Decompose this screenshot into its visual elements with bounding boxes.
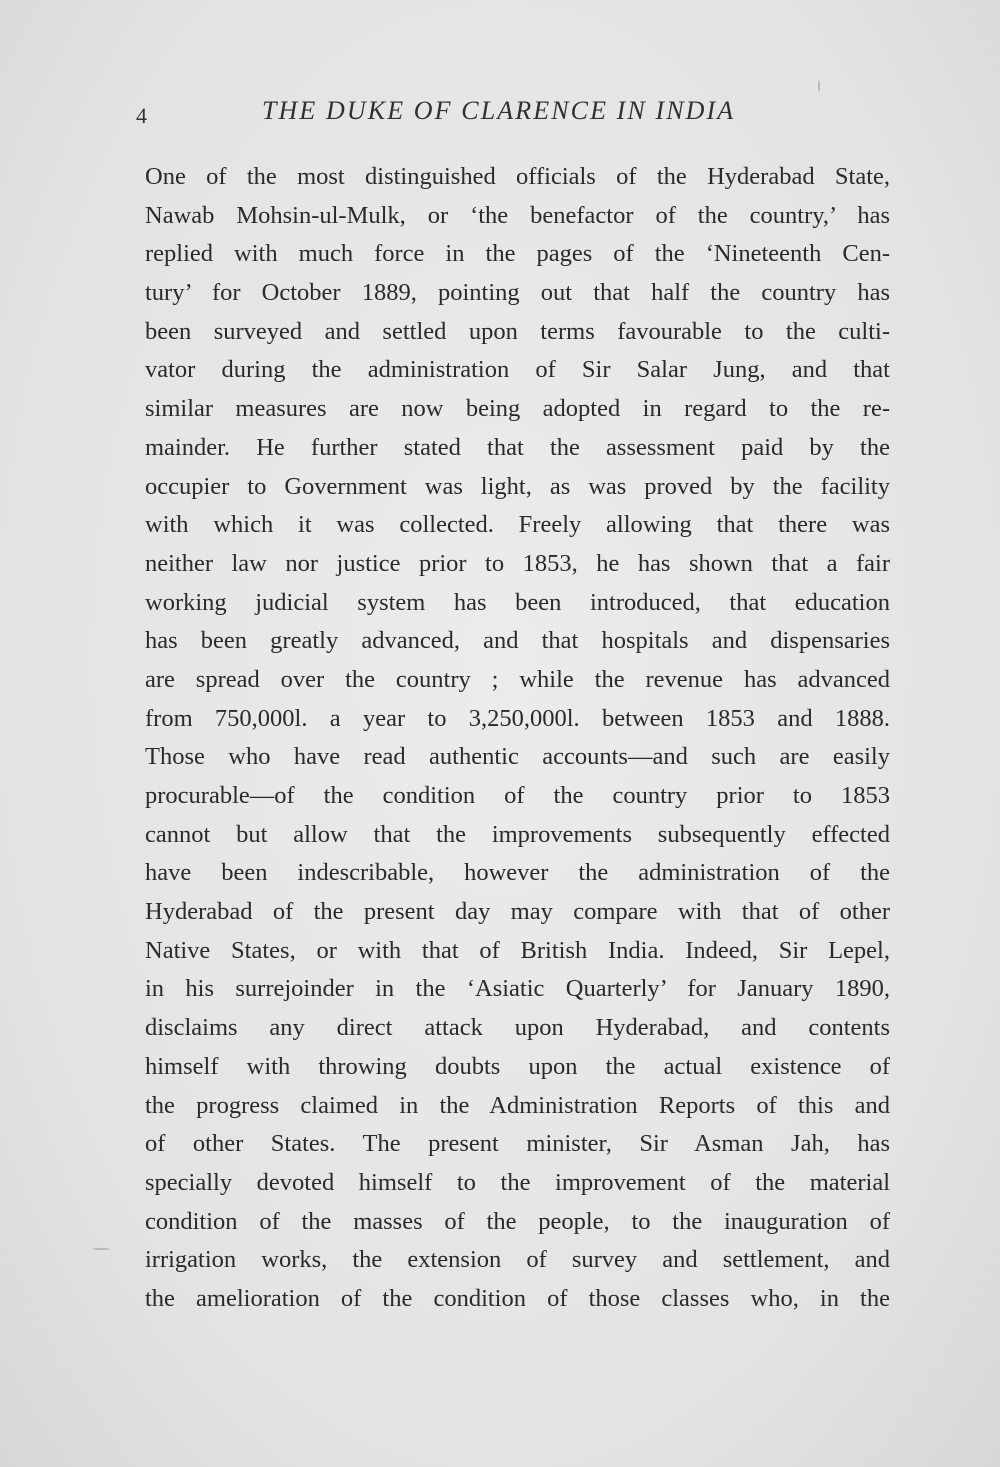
text-line: are spread over the country ; while the revenue has advanced — [145, 665, 890, 693]
text-line: of other States. The present minister, Sir Asman Jah, has — [145, 1130, 890, 1158]
text-line: One of the most distinguished officials of the Hyderabad State, — [145, 163, 890, 190]
text-line: replied with much force in the pages of the ‘Nineteenth Cen- — [145, 240, 890, 268]
text-line: working judicial system has been introduced, that education — [145, 588, 890, 616]
text-line: the amelioration of the condition of those classes who, in the — [145, 1284, 890, 1312]
text-line: occupier to Government was light, as was proved by the facility — [145, 472, 890, 500]
text-line: specially devoted himself to the improvement of the material — [145, 1168, 890, 1196]
text-line: disclaims any direct attack upon Hyderabad, and contents — [145, 1014, 890, 1042]
text-line: tury’ for October 1889, pointing out that half the country has — [145, 279, 890, 307]
running-head: THE DUKE OF CLARENCE IN INDIA — [262, 96, 736, 125]
text-line: Hyderabad of the present day may compare with that of other — [145, 898, 890, 926]
text-line: the progress claimed in the Administration Reports of this and — [145, 1091, 890, 1119]
text-line: from 750,000l. a year to 3,250,000l. between 1853 and 1888. — [145, 704, 890, 732]
text-line: similar measures are now being adopted in regard to the re- — [145, 395, 890, 423]
text-line: vator during the administration of Sir Salar Jung, and that — [145, 356, 890, 384]
text-line: irrigation works, the extension of survey and settlement, and — [145, 1246, 890, 1274]
text-line: neither law nor justice prior to 1853, he has shown that a fair — [145, 549, 890, 577]
paper-speck — [818, 80, 820, 92]
text-line: condition of the masses of the people, to the inauguration of — [145, 1207, 890, 1235]
text-line: Nawab Mohsin-ul-Mulk, or ‘the benefactor of the country,’ has — [145, 201, 890, 229]
text-line: procurable—of the condition of the country prior to 1853 — [145, 782, 890, 809]
text-line: himself with throwing doubts upon the actual existence of — [145, 1052, 890, 1080]
page-number: 4 — [136, 103, 147, 128]
text-line: cannot but allow that the improvements subsequently effected — [145, 820, 890, 848]
text-line: mainder. He further stated that the assessment paid by the — [145, 433, 890, 461]
paper-speck — [92, 1248, 110, 1250]
text-line: Native States, or with that of British India. Indeed, Sir Lepel, — [145, 936, 890, 964]
text-line: been surveyed and settled upon terms favourable to the culti- — [145, 317, 890, 345]
text-line: with which it was collected. Freely allowing that there was — [145, 511, 890, 539]
text-line: have been indescribable, however the administration of the — [145, 859, 890, 887]
body-paragraph — [145, 158, 890, 1319]
text-line: in his surrejoinder in the ‘Asiatic Quarterly’ for January 1890, — [145, 975, 890, 1003]
text-line: has been greatly advanced, and that hospitals and dispensaries — [145, 627, 890, 655]
page-header — [0, 0, 1000, 140]
text-line: Those who have read authentic accounts—and such are easily — [145, 743, 890, 771]
